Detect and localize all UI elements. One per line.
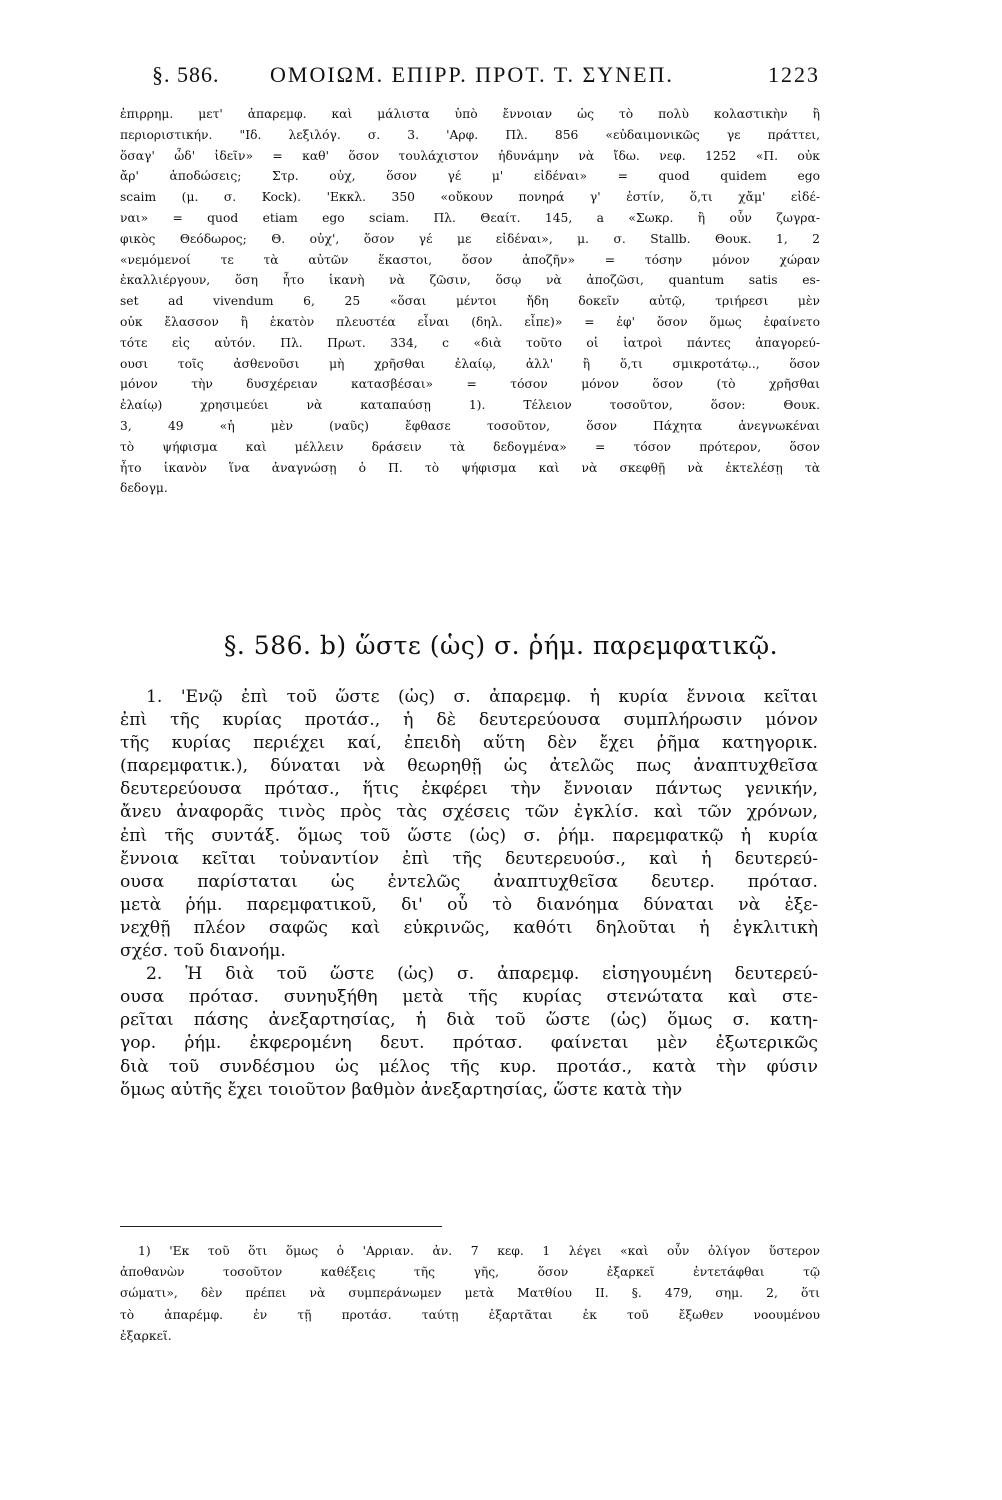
header-running-title: ΟΜΟΙΩΜ. ΕΠΙΡΡ. ΠΡΟΤ. Τ. ΣΥΝΕΠ.: [270, 62, 674, 87]
text-line: (παρεμφατικ.), δύναται νὰ θεωρηθῇ ὡς ἀτελῶς πως ἀναπτυχθεῖσα: [120, 756, 818, 777]
text-line: ὅσαγ' ὧδ' ἰδεῖν» = καθ' ὅσον τουλάχιστον ἠδυνάμην νὰ ἴδω. νεφ. 1252 «Π. οὐκ: [120, 148, 820, 163]
text-line: ρεῖται πάσης ἀνεξαρτησίας, ἡ διὰ τοῦ ὥστε (ὡς) ὅμως σ. κατη-: [120, 1010, 818, 1031]
text-line: γορ. ῥήμ. ἐκφερομένη δευτ. πρότασ. φαίνεται μὲν ἐξωτερικῶς: [120, 1033, 818, 1054]
text-line: μόνον τὴν δυσχέρειαν κατασβέσαι» = τόσον μόνον ὅσον (τὸ χρῆσθαι: [120, 377, 820, 392]
text-line: 2. Ἡ διὰ τοῦ ὥστε (ὡς) σ. ἀπαρεμφ. εἰσηγουμένη δευτερεύ-: [146, 964, 818, 985]
text-line: τότε εἰς αὐτόν. Πλ. Πρωτ. 334, c «διὰ τοῦτο οἱ ἰατροὶ πάντες ἀπαγορεύ-: [120, 335, 820, 350]
text-line: δεδογμ.: [120, 481, 168, 496]
text-line: «νεμόμενοί τε τὰ αὐτῶν ἕκαστοι, ὅσον ἀποζῆν» = τόσην μόνον χώραν: [120, 252, 820, 267]
text-line: δευτερεύουσα πρότασ., ἥτις ἐκφέρει τὴν ἔννοιαν πάντως γενικήν,: [120, 779, 818, 800]
text-line: ἐπιρρημ. μετ' ἀπαρεμφ. καὶ μάλιστα ὑπὸ ἔννοιαν ὡς τὸ πολὺ κολαστικὴν ἢ: [120, 107, 820, 121]
text-line: ἐκαλλιέργουν, ὅση ἦτο ἱκανὴ νὰ ζῶσιν, ὅσῳ νὰ ἀποζῶσι, quantum satis es-: [120, 273, 820, 288]
page-number: 1223: [768, 62, 820, 87]
text-line: οὐκ ἔλασσον ἢ ἑκατὸν πλευστέα εἶναι (δηλ. εἶπε)» = ἐφ' ὅσον ὅμως ἐφαίνετο: [120, 314, 820, 329]
text-line: ουσα παρίσταται ὡς ἐντελῶς ἀναπτυχθεῖσα δευτερ. πρότασ.: [120, 871, 818, 892]
footnote-line: ἐξαρκεῖ.: [120, 1328, 172, 1343]
text-line: 1. 'Ενῷ ἐπὶ τοῦ ὥστε (ὡς) σ. ἀπαρεμφ. ἡ κυρία ἔννοια κεῖται: [146, 687, 818, 707]
footnote-separator: [120, 1226, 442, 1227]
footnote-line: 1) 'Εκ τοῦ ὅτι ὅμως ὁ 'Αρριαν. ἀν. 7 κεφ. 1 λέγει «καὶ οὖν ὀλίγον ὕστερον: [138, 1244, 820, 1258]
text-line: scaim (μ. σ. Kock). 'Εκκλ. 350 «οὔκουν πονηρά γ' ἐστίν, ὅ,τι χἄμ' εἰδέ-: [120, 190, 820, 205]
text-line: ουσι τοῖς ἀσθενοῦσι μὴ χρῆσθαι ἐλαίῳ, ἀλλ' ἢ ὅ,τι σμικροτάτῳ.., ὅσον: [120, 356, 820, 371]
text-line: περιοριστικήν. "Ιδ. λεξιλόγ. σ. 3. 'Αρφ. Πλ. 856 «εὐδαιμονικῶς γε πράττει,: [120, 127, 820, 142]
header-section-number: §. 586.: [152, 62, 220, 87]
text-line: φικὸς Θεόδωρος; Θ. οὐχ', ὅσον γέ με εἰδέναι», μ. σ. Stallb. Θουκ. 1, 2: [120, 231, 820, 246]
text-line: τὸ ψήφισμα καὶ μέλλειν δράσειν τὰ δεδογμένα» = τόσον πρότερον, ὅσον: [120, 439, 820, 454]
text-line: ἔννοια κεῖται τοὐναντίον ἐπὶ τῆς δευτερευούσ., καὶ ἡ δευτερεύ-: [120, 848, 818, 869]
footnote-line: σώματι», δὲν πρέπει νὰ συμπεράνωμεν μετὰ Ματθίου II. §. 479, σημ. 2, ὅτι: [120, 1286, 820, 1301]
text-line: τῆς κυρίας περιέχει καί, ἐπειδὴ αὕτη δὲν ἔχει ῥῆμα κατηγορικ.: [120, 733, 818, 754]
footnote-line: ἀποθανὼν τοσοῦτον καθέξεις τῆς γῆς, ὅσον ἐξαρκεῖ ἐντετάφθαι τῷ: [120, 1265, 820, 1280]
text-line: ἄνευ ἀναφορᾶς τινὸς πρὸς τὰς σχέσεις τῶν ἐγκλίσ. καὶ τῶν χρόνων,: [120, 802, 818, 823]
text-line: ἐπὶ τῆς συντάξ. ὅμως τοῦ ὥστε (ὡς) σ. ῥήμ. παρεμφατκῷ ἡ κυρία: [120, 825, 818, 846]
text-line: 3, 49 «ἡ μὲν (ναῦς) ἔφθασε τοσοῦτον, ὅσον Πάχητα ἀνεγνωκέναι: [120, 418, 820, 433]
text-line: διὰ τοῦ συνδέσμου ὡς μέλος τῆς κυρ. προτάσ., κατὰ τὴν φύσιν: [120, 1056, 818, 1077]
footnote-line: τὸ ἀπαρέμφ. ἐν τῇ προτάσ. ταύτῃ ἐξαρτᾶται ἐκ τοῦ ἔξωθεν νοουμένου: [120, 1307, 820, 1322]
small-print-paragraph: [120, 104, 820, 499]
text-line: μετὰ ῥήμ. παρεμφατικοῦ, δι' οὗ τὸ διανόημα δύναται νὰ ἐξε-: [120, 894, 818, 915]
main-paragraphs: [120, 686, 818, 1102]
text-line: σχέσ. τοῦ διανοήμ.: [120, 941, 286, 962]
text-line: νεχθῇ πλέον σαφῶς καὶ εὐκρινῶς, καθότι δηλοῦται ἡ ἐγκλιτικὴ: [120, 917, 818, 938]
text-line: ουσα πρότασ. συνηυξήθη μετὰ τῆς κυρίας στενώτατα καὶ στε-: [120, 987, 818, 1008]
section-heading: §. 586. b) ὥστε (ὡς) σ. ῥήμ. παρεμφατικῷ.: [223, 631, 779, 660]
text-line: ἐλαίῳ) χρησιμεύει νὰ καταπαύσῃ 1). Τέλειον τοσοῦτον, ὅσον: Θουκ.: [120, 398, 820, 413]
text-line: ἄρ' ἀποδώσεις; Στρ. οὐχ, ὅσον γέ μ' εἰδέναι» = quod quidem ego: [120, 169, 820, 184]
text-line: ὅμως αὐτῆς ἔχει τοιοῦτον βαθμὸν ἀνεξαρτησίας, ὥστε κατὰ τὴν: [120, 1079, 683, 1100]
footnote: [120, 1241, 820, 1347]
running-header: [152, 62, 820, 96]
text-line: ἐπὶ τῆς κυρίας προτάσ., ἡ δὲ δευτερεύουσα συμπλήρωσιν μόνον: [120, 710, 818, 731]
text-line: ἦτο ἱκανὸν ἵνα ἀναγνώσῃ ὁ Π. τὸ ψήφισμα καὶ νὰ σκεφθῇ νὰ ἐκτελέσῃ τὰ: [120, 460, 820, 475]
text-line: ναι» = quod etiam ego sciam. Πλ. Θεαίτ. 145, a «Σωκρ. ἢ οὖν ζωγρα-: [120, 210, 820, 225]
text-line: set ad vivendum 6, 25 «ὅσαι μέντοι ἤδη δοκεῖν αὐτῷ, τριήρεσι μὲν: [120, 294, 820, 309]
